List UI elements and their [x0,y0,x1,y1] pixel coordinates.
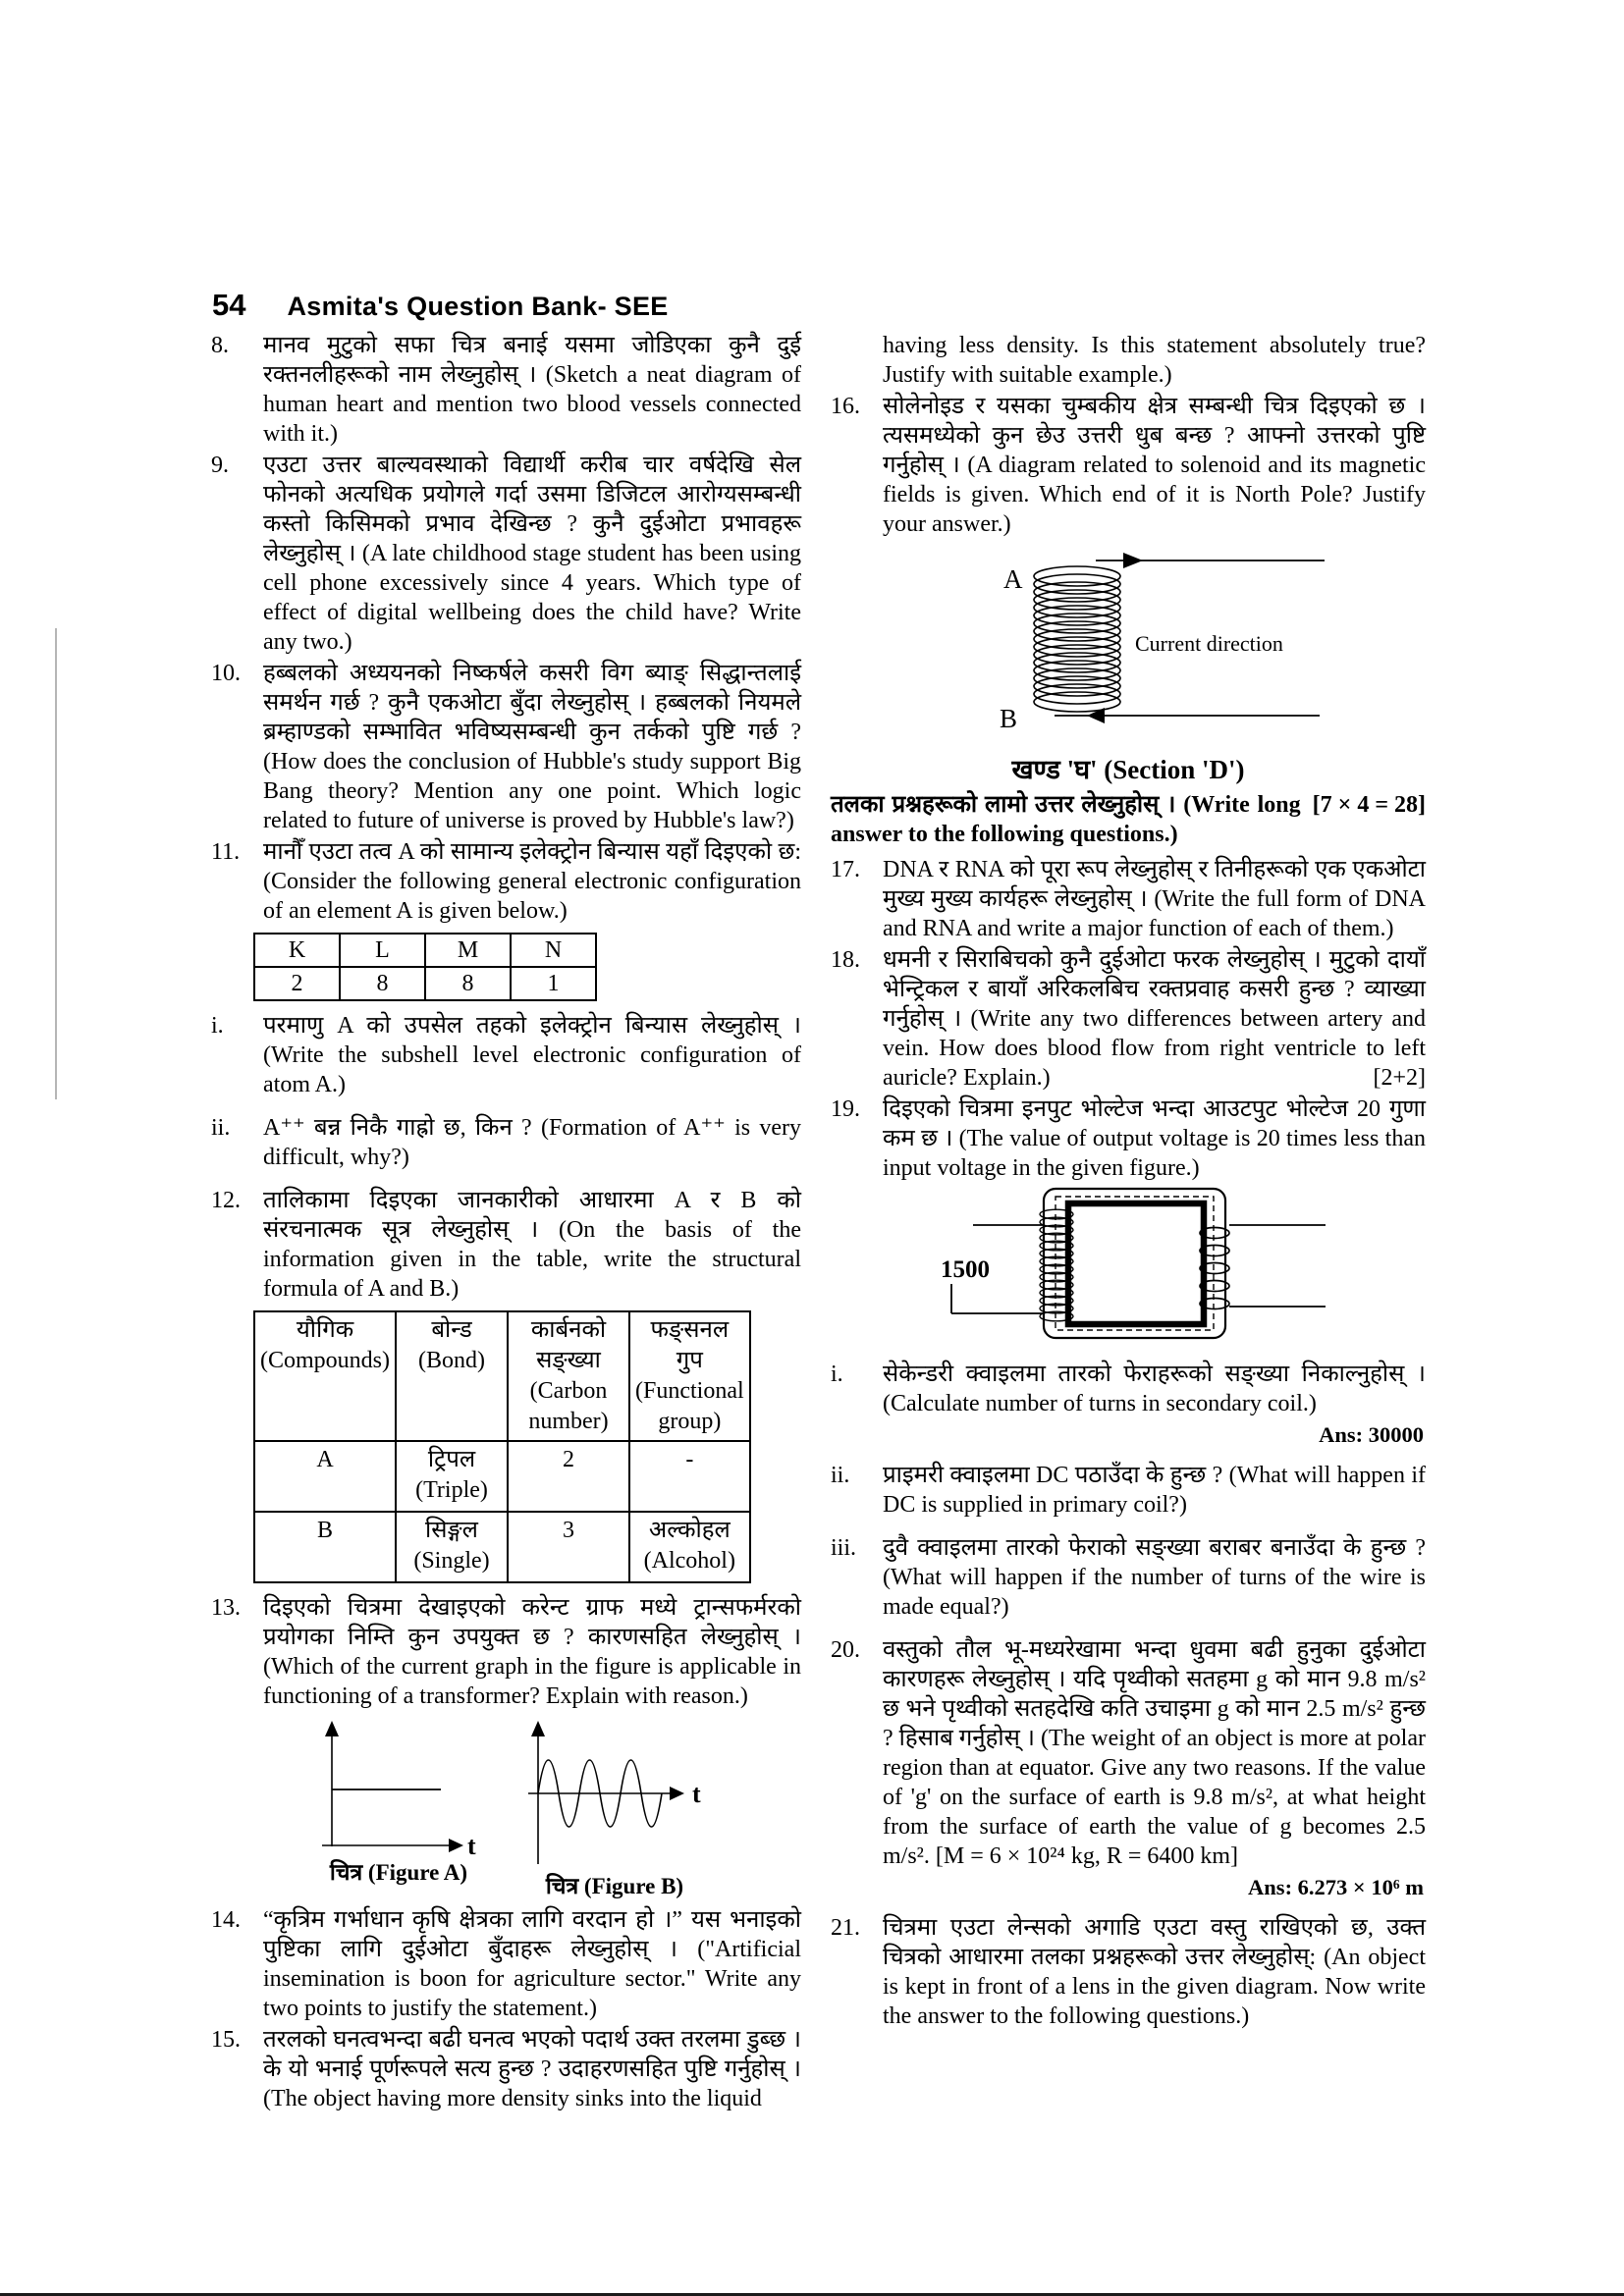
table-cell: B [254,1512,396,1582]
page-header [212,288,669,323]
question-number: ii. [831,1463,850,1488]
question-number: 11. [211,839,241,865]
table-header-cell: N [511,934,596,967]
question-16 [831,392,1426,539]
question-number: iii. [831,1535,857,1561]
current-graph-figures [319,1719,801,1901]
table-cell: अल्कोहल (Alcohol) [629,1512,750,1582]
table-header-cell: यौगिक (Compounds) [254,1311,396,1441]
table-header-cell: M [425,934,511,967]
question-11 [211,837,801,926]
question-number: i. [831,1362,843,1387]
question-text: दिइएको चित्रमा इनपुट भोल्टेज भन्दा आउटपुट भोल्टेज 20 गुणा कम छ । (The value of output voltage is 20 times less than input voltage in the given figure.) [883,1096,1426,1181]
table-cell: सिङ्गल (Single) [396,1512,508,1582]
table-cell: 2 [254,967,340,1000]
question-text: वस्तुको तौल भू-मध्यरेखामा भन्दा धुवमा बढी हुनुका दुईओटा कारणहरू लेख्नुहोस् । यदि पृथ्वीको सतहमा g को मान 9.8 m/s² छ भने पृथ्वीको सतहदेखि कति उचाइमा g को मान 2.5 m/s² हुन्छ ? हिसाब गर्नुहोस् । (The weight of an object is more at polar region than at equator. Give any two reasons. If the value of 'g' on the surface of earth is 9.8 m/s², at what height from the surface of earth the value of g becomes 2.5 m/s². [M = 6 × 10²⁴ kg, R = 6400 km] [883,1637,1426,1869]
question-number: 19. [831,1096,860,1122]
right-arrow-icon [670,1787,684,1800]
question-text: दिइएको चित्रमा देखाइएको करेन्ट ग्राफ मध्ये ट्रान्सफर्मरको प्रयोगका निम्ति कुन उपयुक्त छ ? कारणसहित लेख्नुहोस् । (Which of the current graph in the figure is applicable in functioning of a transformer? Explain with reason.) [263,1595,801,1709]
figure-a [319,1719,478,1901]
right-column [831,331,1426,2033]
section-heading [831,753,1426,786]
electron-shell-table [253,933,597,1001]
question-12 [211,1186,801,1304]
question-number: 21. [831,1915,860,1941]
t-axis-label: t [467,1832,476,1854]
current-direction-label: Current direction [1135,631,1283,656]
question-number: 20. [831,1637,860,1663]
question-text: मानव मुटुको सफा चित्र बनाई यसमा जोडिएका कुनै दुई रक्तनलीहरूको नाम लेख्नुहोस् । (Sketch a neat diagram of human heart and mention two blood vessels connected with it.) [263,333,801,447]
question-number-spacer [831,331,883,390]
solenoid-coil [1034,566,1120,712]
page-title: Asmita's Question Bank- SEE [287,292,669,321]
question-text: having less density. Is this statement absolutely true? Justify with suitable example.) [883,333,1426,388]
answer-label: Ans: 30000 [1319,1422,1424,1447]
table-header-cell: बोन्ड (Bond) [396,1311,508,1441]
table-header-cell: फङ्सनल गुप (Functional group) [629,1311,750,1441]
section-heading-english: (Section 'D') [1104,755,1245,784]
table-header-cell: L [340,934,425,967]
table-cell: ट्रिपल (Triple) [396,1441,508,1512]
table-cell: - [629,1441,750,1512]
question-number: i. [211,1013,224,1039]
solenoid-label-b: B [1000,704,1018,733]
primary-turns-label: 1500 [941,1256,990,1283]
table-cell: 8 [425,967,511,1000]
figure-b [523,1719,706,1901]
primary-coil [1040,1209,1073,1321]
solenoid-figure-wrap [986,549,1426,737]
section-heading-nepali: खण्ड 'घ' [1011,755,1098,784]
question-15 [211,2025,801,2113]
left-column [211,331,801,2115]
question-number: ii. [211,1115,231,1141]
marks-label: [2+2] [1373,1065,1426,1091]
page-number: 54 [212,288,246,322]
figure-caption: चित्र (Figure A) [329,1860,468,1885]
question-text: सोलेनोइड र यसका चुम्बकीय क्षेत्र सम्बन्धी चित्र दिइएको छ । त्यसमध्येको कुन छेउ उत्तरी धुब बन्छ ? आफ्नो उत्तरको पुष्टि गर्नुहोस् । (A diagram related to solenoid and its magnetic fields is given. Which end of it is North Pole? Justify your answer.) [883,394,1426,537]
question-number: 18. [831,947,860,973]
question-number: 14. [211,1907,241,1933]
question-19 [831,1095,1426,1183]
current-arrow-right-icon [1123,553,1143,568]
question-15-continued [831,331,1426,390]
answer-label: Ans: 6.273 × 10⁶ m [1248,1875,1424,1899]
figure-b-graph [523,1719,706,1868]
question-13 [211,1593,801,1711]
question-11-ii [211,1113,801,1172]
question-number: 8. [211,333,229,358]
question-20 [831,1635,1426,1871]
question-text: तरलको घनत्वभन्दा बढी घनत्व भएको पदार्थ उक्त तरलमा डुब्छ । के यो भनाई पूर्णरूपले सत्य हुन्छ ? उदाहरणसहित पुष्टि गर्नुहोस् । (The object having more density sinks into the liquid [263,2027,801,2111]
question-text: “कृत्रिम गर्भाधान कृषि क्षेत्रका लागि वरदान हो ।” यस भनाइको पुष्टिका लागि दुईओटा बुँदाहरू लेख्नुहोस् । ("Artificial insemination is boon for agriculture sector." Write any two points to justify the statement.) [263,1907,801,2021]
scan-artifact-line [55,628,57,1099]
question-8 [211,331,801,449]
question-text: तालिकामा दिइएका जानकारीको आधारमा A र B को संरचनात्मक सूत्र लेख्नुहोस् । (On the basis of the information given in the table, write the structural formula of A and B.) [263,1188,801,1302]
table-cell: 8 [340,967,425,1000]
question-number: 17. [831,857,860,882]
transformer-figure [939,1187,1331,1352]
table-header-cell: कार्बनको सङ्ख्या (Carbon number) [508,1311,629,1441]
solenoid-figure [986,549,1329,737]
transformer-core [1068,1203,1204,1324]
question-14 [211,1905,801,2023]
solenoid-label-a: A [1003,564,1023,594]
transformer-figure-wrap [939,1187,1426,1352]
question-text: दुवै क्वाइलमा तारको फेराको सङ्ख्या बराबर बनाउँदा के हुन्छ ? (What will happen if the number of turns of the wire is made equal?) [883,1535,1426,1620]
question-text: चित्रमा एउटा लेन्सको अगाडि एउटा वस्तु राखिएको छ, उक्त चित्रको आधारमा तलका प्रश्नहरूको उत्तर लेख्नुहोस्: (An object is kept in front of a lens in the given diagram. Now write the answer to the following questions.) [883,1915,1426,2029]
question-number: 15. [211,2027,241,2053]
question-11-i [211,1011,801,1099]
question-21 [831,1913,1426,2031]
question-number: 13. [211,1595,241,1621]
question-number: 10. [211,661,241,686]
question-17 [831,855,1426,943]
question-10 [211,659,801,835]
question-text: मानौँ एउटा तत्व A को सामान्य इलेक्ट्रोन बिन्यास यहाँ दिइएको छ: (Consider the following general electronic configuration of an element A is given below.) [263,839,801,924]
question-text: परमाणु A को उपसेल तहको इलेक्ट्रोन बिन्यास लेख्नुहोस् । (Write the subshell level electronic configuration of atom A.) [263,1013,801,1097]
figure-caption: चित्र (Figure B) [545,1874,684,1898]
question-19-i [831,1360,1426,1418]
question-text: DNA र RNA को पूरा रूप लेख्नुहोस् र तिनीहरूको एक एकओटा मुख्य मुख्य कार्यहरू लेख्नुहोस् । (Write the full form of DNA and RNA and write a major function of each of them.) [883,857,1426,941]
question-19-ii [831,1461,1426,1520]
question-text: धमनी र सिराबिचको कुनै दुईओटा फरक लेख्नुहोस् । मुटुको दायाँ भेन्ट्रिकल र बायाँ अरिकलबिच रक्तप्रवाह कसरी हुन्छ ? व्याख्या गर्नुहोस् । (Write any two differences between artery and vein. How does blood flow from right ventricle to left auricle? Explain.) [2+2] [883,947,1426,1091]
table-cell: 2 [508,1441,629,1512]
question-number: 12. [211,1188,241,1213]
table-cell: 3 [508,1512,629,1582]
question-text: हब्बलको अध्ययनको निष्कर्षले कसरी विग ब्याङ् सिद्धान्तलाई समर्थन गर्छ ? कुनै एकओटा बुँदा लेख्नुहोस् । हब्बलको नियमले ब्रम्हाण्डको सम्भावित भविष्यसम्बन्धी कुन तर्कको पुष्टि गर्छ ? (How does the conclusion of Hubble's study support Big Bang theory? Mention any one point. Which logic related to future of universe is proved by Hubble's law?) [263,661,801,833]
table-cell: A [254,1441,396,1512]
marks-label: [7 × 4 = 28] [1312,792,1426,818]
question-number: 9. [211,453,229,478]
question-number: 16. [831,394,860,419]
section-intro: [7 × 4 = 28] तलका प्रश्नहरूको लामो उत्तर लेख्नुहोस् । (Write long answer to the following questions.) [831,792,1426,847]
right-arrow-icon [449,1839,463,1852]
figure-a-graph [319,1719,478,1854]
compound-table [253,1310,751,1583]
table-cell: 1 [511,967,596,1000]
question-18 [831,945,1426,1093]
t-axis-label: t [692,1780,701,1808]
question-text: सेकेन्डरी क्वाइलमा तारको फेराहरूको सङ्ख्या निकाल्नुहोस् । (Calculate number of turns in secondary coil.) [883,1362,1426,1416]
question-text: A⁺⁺ बन्न निकै गाह्रो छ, किन ? (Formation of A⁺⁺ is very difficult, why?) [263,1115,801,1170]
question-9 [211,451,801,657]
question-text: एउटा उत्तर बाल्यवस्थाको विद्यार्थी करीब चार वर्षदेखि सेल फोनको अत्यधिक प्रयोगले गर्दा उसमा डिजिटल आरोग्यसम्बन्धी कस्तो किसिमको प्रभाव देखिन्छ ? कुनै दुईओटा प्रभावहरू लेख्नुहोस् । (A late childhood stage student has been using cell phone excessively since 4 years. Which type of effect of digital wellbeing does the child have? Write any two.) [263,453,801,655]
table-header-cell: K [254,934,340,967]
question-text: प्राइमरी क्वाइलमा DC पठाउँदा के हुन्छ ? (What will happen if DC is supplied in primary coil?) [883,1463,1426,1518]
question-19-iii [831,1533,1426,1622]
